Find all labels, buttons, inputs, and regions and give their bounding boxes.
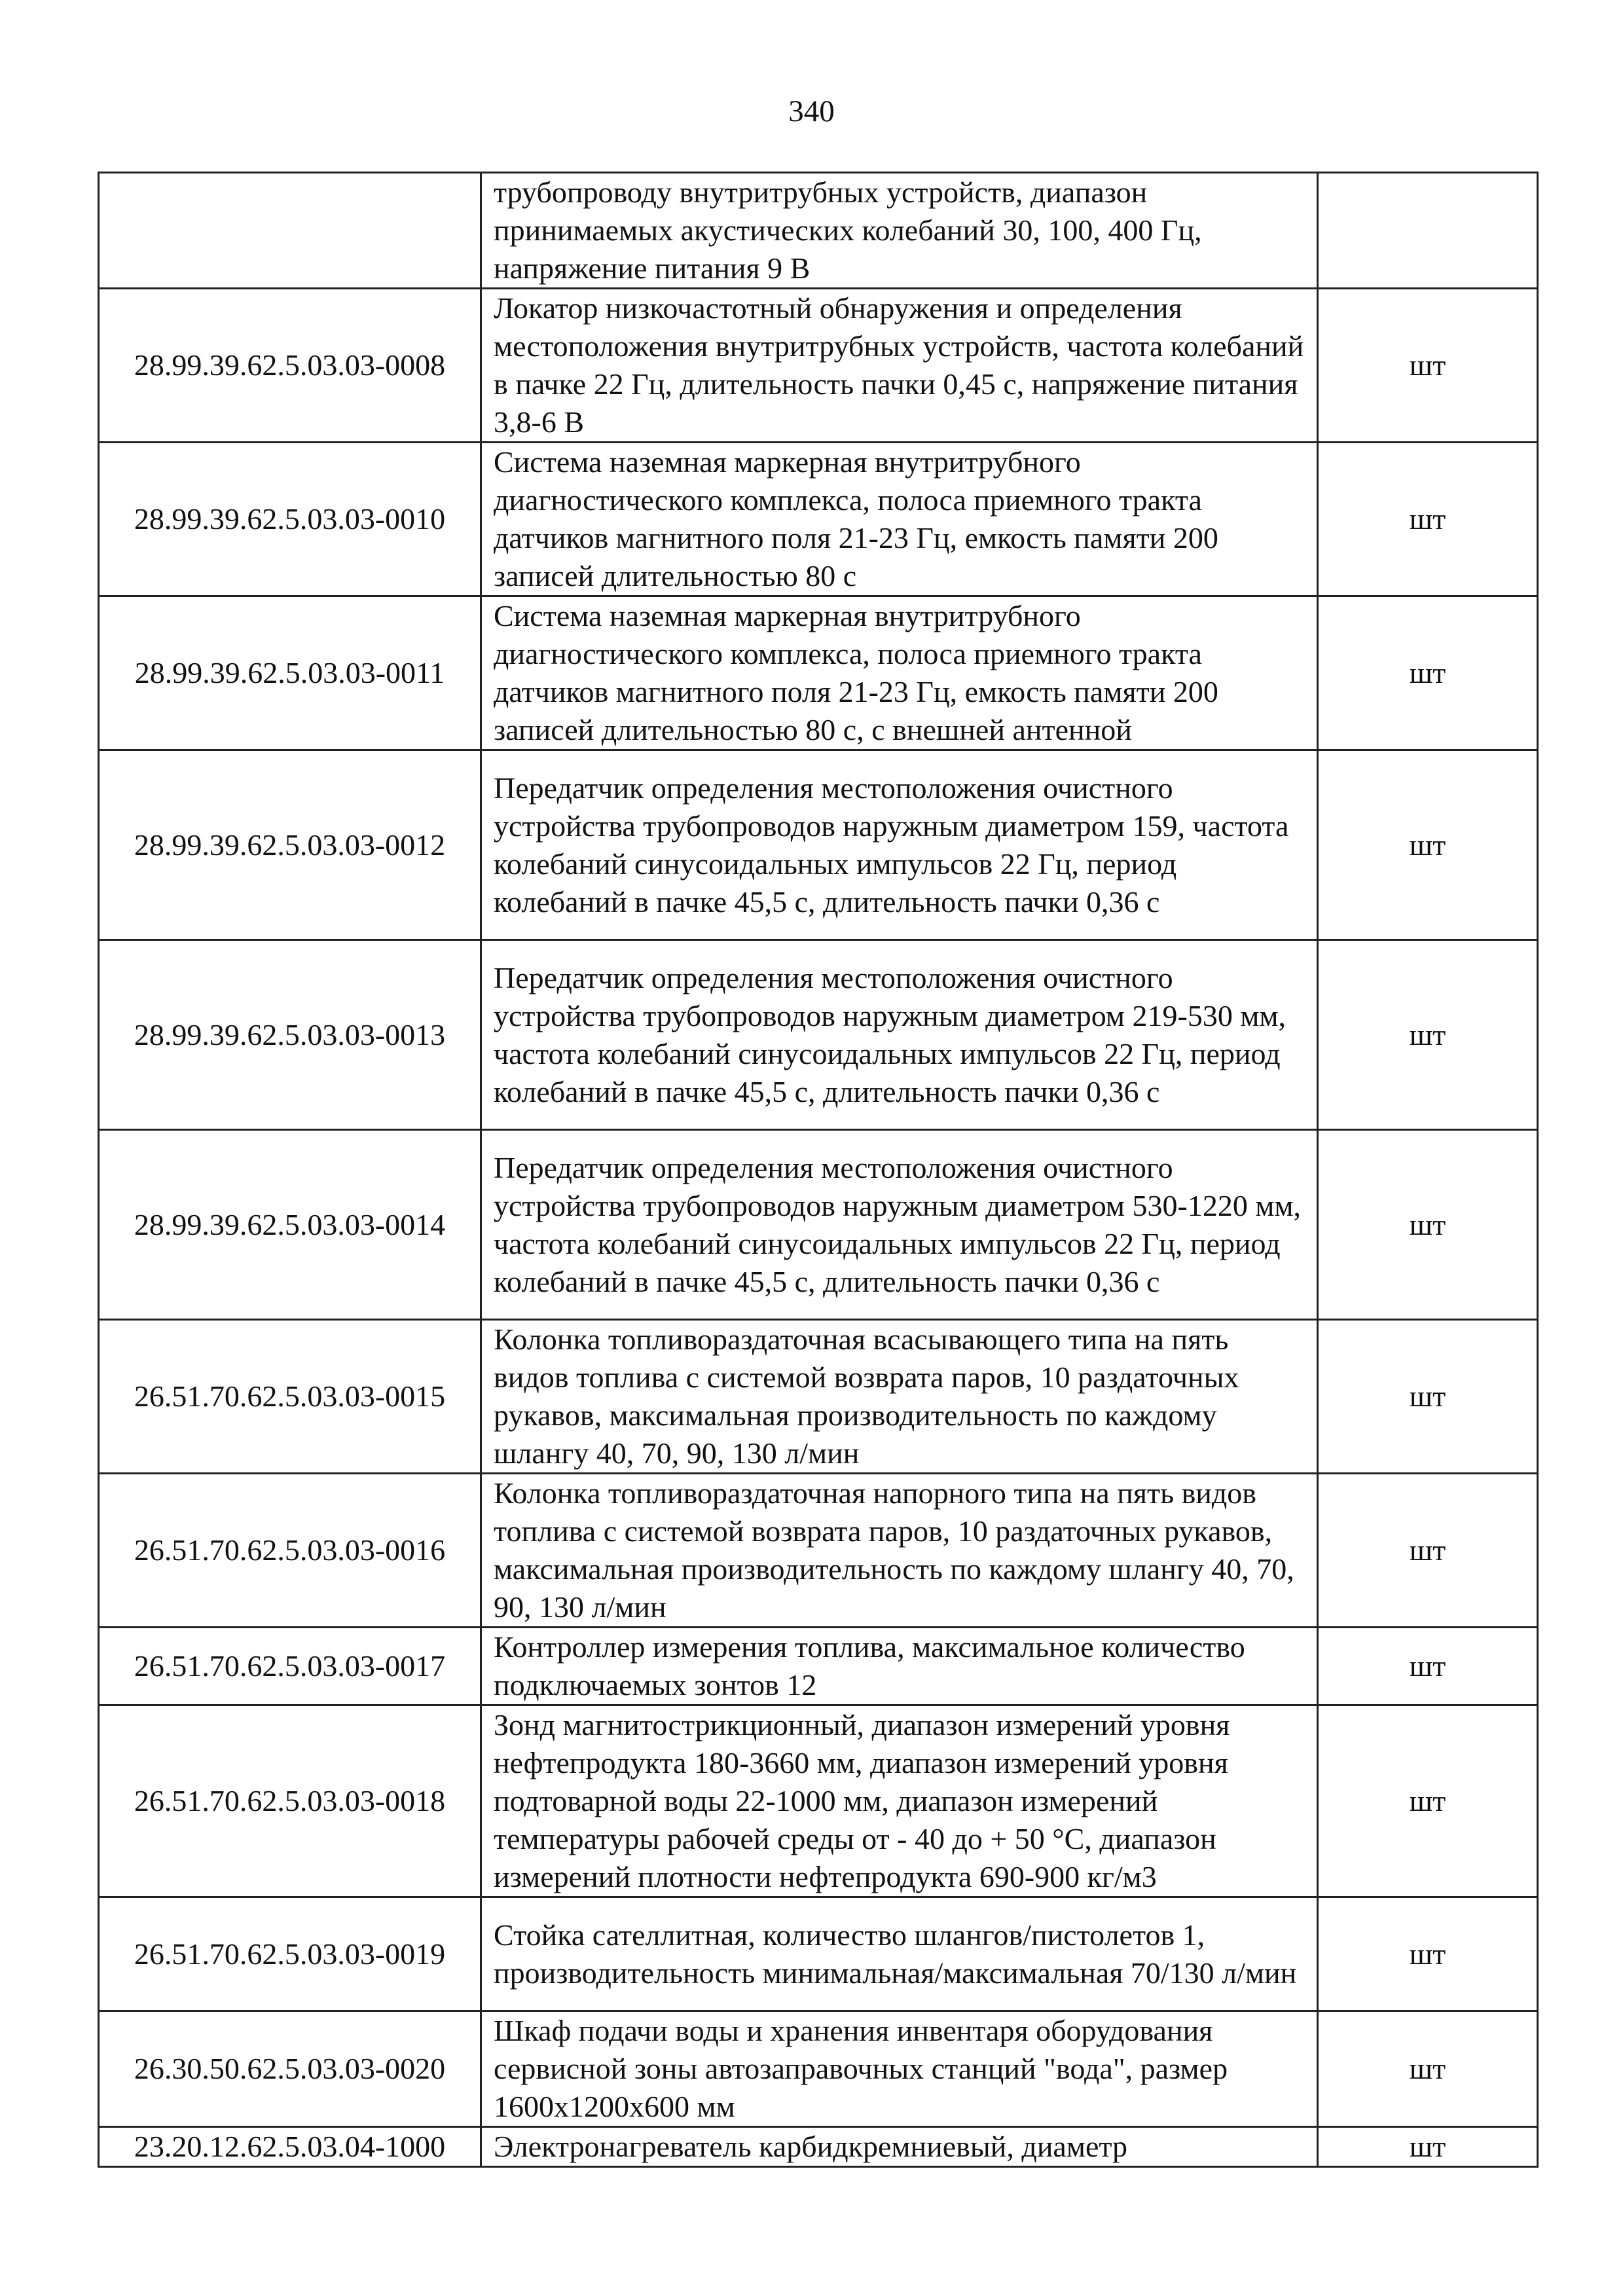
- row-code: 26.51.70.62.5.03.03-0017: [99, 1628, 481, 1705]
- table-row: [99, 750, 1538, 940]
- row-description: Зонд магнитострикционный, диапазон измерений уровня нефтепродукта 180-3660 мм, диапазон измерений уровня подтоварной воды 22-1000 мм, диапазон измерений температуры рабочей среды от - 40 до + 50 °С, диапазон измерений плотности нефтепродукта 690-900 кг/м3: [481, 1705, 1318, 1897]
- row-code: 28.99.39.62.5.03.03-0011: [99, 596, 481, 750]
- row-description: Стойка сателлитная, количество шлангов/пистолетов 1, производительность минимальная/максимальная 70/130 л/мин: [481, 1897, 1318, 2011]
- table-row: [99, 596, 1538, 750]
- row-unit: шт: [1318, 750, 1538, 940]
- table-row: [99, 289, 1538, 443]
- row-code: 26.51.70.62.5.03.03-0016: [99, 1474, 481, 1628]
- row-unit: шт: [1318, 596, 1538, 750]
- row-code: 26.30.50.62.5.03.03-0020: [99, 2011, 481, 2127]
- row-unit: шт: [1318, 1130, 1538, 1320]
- table-row: [99, 173, 1538, 289]
- row-description: Система наземная маркерная внутритрубного диагностического комплекса, полоса приемного тракта датчиков магнитного поля 21-23 Гц, емкость памяти 200 записей длительностью 80 с: [481, 443, 1318, 596]
- row-code: 26.51.70.62.5.03.03-0019: [99, 1897, 481, 2011]
- row-description: Колонка топливораздаточная напорного типа на пять видов топлива с системой возврата паров, 10 раздаточных рукавов, максимальная производительность по каждому шлангу 40, 70, 90, 130 л/мин: [481, 1474, 1318, 1628]
- row-unit: шт: [1318, 2127, 1538, 2167]
- row-code: 28.99.39.62.5.03.03-0012: [99, 750, 481, 940]
- row-description: трубопроводу внутритрубных устройств, диапазон принимаемых акустических колебаний 30, 100, 400 Гц, напряжение питания 9 В: [481, 173, 1318, 289]
- row-description: Колонка топливораздаточная всасывающего типа на пять видов топлива с системой возврата паров, 10 раздаточных рукавов, максимальная производительность по каждому шлангу 40, 70, 90, 130 л/мин: [481, 1320, 1318, 1474]
- row-code: 28.99.39.62.5.03.03-0010: [99, 443, 481, 596]
- row-code: 28.99.39.62.5.03.03-0013: [99, 940, 481, 1130]
- table-row: [99, 1705, 1538, 1897]
- row-unit: шт: [1318, 2011, 1538, 2127]
- table-row: [99, 1130, 1538, 1320]
- row-unit: шт: [1318, 1628, 1538, 1705]
- resource-table: [98, 172, 1539, 2168]
- table-row: [99, 940, 1538, 1130]
- row-code: 26.51.70.62.5.03.03-0018: [99, 1705, 481, 1897]
- table-row: [99, 2127, 1538, 2167]
- table-row: [99, 1628, 1538, 1705]
- row-description: Передатчик определения местоположения очистного устройства трубопроводов наружным диаметром 219-530 мм, частота колебаний синусоидальных импульсов 22 Гц, период колебаний в пачке 45,5 с, длительность пачки 0,36 с: [481, 940, 1318, 1130]
- row-unit: шт: [1318, 1705, 1538, 1897]
- row-description: Локатор низкочастотный обнаружения и определения местоположения внутритрубных устройств, частота колебаний в пачке 22 Гц, длительность пачки 0,45 с, напряжение питания 3,8-6 В: [481, 289, 1318, 443]
- row-unit: шт: [1318, 289, 1538, 443]
- row-code: [99, 173, 481, 289]
- row-code: 28.99.39.62.5.03.03-0008: [99, 289, 481, 443]
- row-unit: шт: [1318, 443, 1538, 596]
- row-description: Электронагреватель карбидкремниевый, диаметр: [481, 2127, 1318, 2167]
- row-unit: шт: [1318, 1897, 1538, 2011]
- page-number: 340: [788, 94, 835, 128]
- row-unit: шт: [1318, 1474, 1538, 1628]
- row-unit: [1318, 173, 1538, 289]
- row-description: Передатчик определения местоположения очистного устройства трубопроводов наружным диаметром 530-1220 мм, частота колебаний синусоидальных импульсов 22 Гц, период колебаний в пачке 45,5 с, длительность пачки 0,36 с: [481, 1130, 1318, 1320]
- row-description: Контроллер измерения топлива, максимальное количество подключаемых зонтов 12: [481, 1628, 1318, 1705]
- row-code: 23.20.12.62.5.03.04-1000: [99, 2127, 481, 2167]
- row-description: Передатчик определения местоположения очистного устройства трубопроводов наружным диаметром 159, частота колебаний синусоидальных импульсов 22 Гц, период колебаний в пачке 45,5 с, длительность пачки 0,36 с: [481, 750, 1318, 940]
- row-unit: шт: [1318, 1320, 1538, 1474]
- table-row: [99, 443, 1538, 596]
- row-description: Шкаф подачи воды и хранения инвентаря оборудования сервисной зоны автозаправочных станций "вода", размер 1600х1200х600 мм: [481, 2011, 1318, 2127]
- table-row: [99, 2011, 1538, 2127]
- row-code: 28.99.39.62.5.03.03-0014: [99, 1130, 481, 1320]
- row-description: Система наземная маркерная внутритрубного диагностического комплекса, полоса приемного тракта датчиков магнитного поля 21-23 Гц, емкость памяти 200 записей длительностью 80 с, с внешней антенной: [481, 596, 1318, 750]
- row-code: 26.51.70.62.5.03.03-0015: [99, 1320, 481, 1474]
- table-row: [99, 1320, 1538, 1474]
- row-unit: шт: [1318, 940, 1538, 1130]
- table-row: [99, 1474, 1538, 1628]
- table-row: [99, 1897, 1538, 2011]
